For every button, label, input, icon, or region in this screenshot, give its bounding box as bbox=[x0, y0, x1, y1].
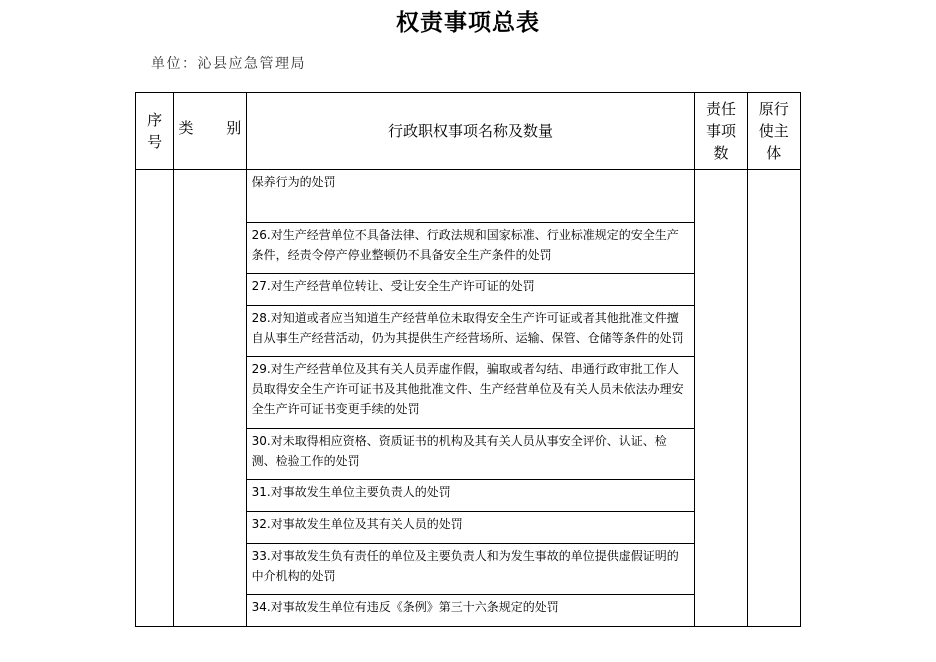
seq-cell bbox=[136, 170, 174, 627]
table-header-row bbox=[136, 93, 801, 170]
item-cell: 30.对未取得相应资格、资质证书的机构及其有关人员从事安全评价、认证、检测、检验工作的处罚 bbox=[246, 429, 695, 480]
header-category-text: 类 别 bbox=[178, 119, 256, 137]
header-subject bbox=[747, 93, 800, 170]
item-cell: 31.对事故发生单位主要负责人的处罚 bbox=[246, 480, 695, 512]
header-seq bbox=[136, 93, 174, 170]
item-cell: 保养行为的处罚 bbox=[246, 170, 695, 223]
item-cell: 28.对知道或者应当知道生产经营单位未取得安全生产许可证或者其他批准文件擅自从事生产经营活动，仍为其提供生产经营场所、运输、保管、仓储等条件的处罚 bbox=[246, 306, 695, 357]
item-cell: 34.对事故发生单位有违反《条例》第三十六条规定的处罚 bbox=[246, 595, 695, 627]
header-subject-text: 原行使主体 bbox=[758, 100, 789, 162]
item-cell: 33.对事故发生负有责任的单位及主要负责人和为发生事故的单位提供虚假证明的中介机构的处罚 bbox=[246, 544, 695, 595]
item-cell: 26.对生产经营单位不具备法律、行政法规和国家标准、行业标准规定的安全生产条件，经责令停产停业整顿仍不具备安全生产条件的处罚 bbox=[246, 223, 695, 274]
table-row bbox=[136, 170, 801, 223]
unit-label: 单位：沁县应急管理局 bbox=[151, 56, 306, 72]
item-cell: 29.对生产经营单位及其有关人员弄虚作假，骗取或者勾结、串通行政审批工作人员取得安全生产许可证书及其他批准文件、生产经营单位及有关人员未依法办理安全生产许可证书变更手续的处罚 bbox=[246, 357, 695, 429]
item-cell: 32.对事故发生单位及其有关人员的处罚 bbox=[246, 512, 695, 544]
header-category bbox=[174, 93, 256, 170]
document-title: 权责事项总表 bbox=[396, 10, 540, 36]
duties-table bbox=[135, 92, 801, 627]
header-name bbox=[246, 93, 695, 170]
header-count-text: 责任事项数 bbox=[705, 100, 736, 162]
header-seq-text: 序号 bbox=[147, 111, 163, 151]
item-cell: 27.对生产经营单位转让、受让安全生产许可证的处罚 bbox=[246, 274, 695, 306]
header-count bbox=[695, 93, 747, 170]
subject-cell bbox=[747, 170, 800, 627]
count-cell bbox=[695, 170, 747, 627]
header-name-text: 行政职权事项名称及数量 bbox=[387, 122, 553, 140]
category-cell bbox=[174, 170, 246, 627]
